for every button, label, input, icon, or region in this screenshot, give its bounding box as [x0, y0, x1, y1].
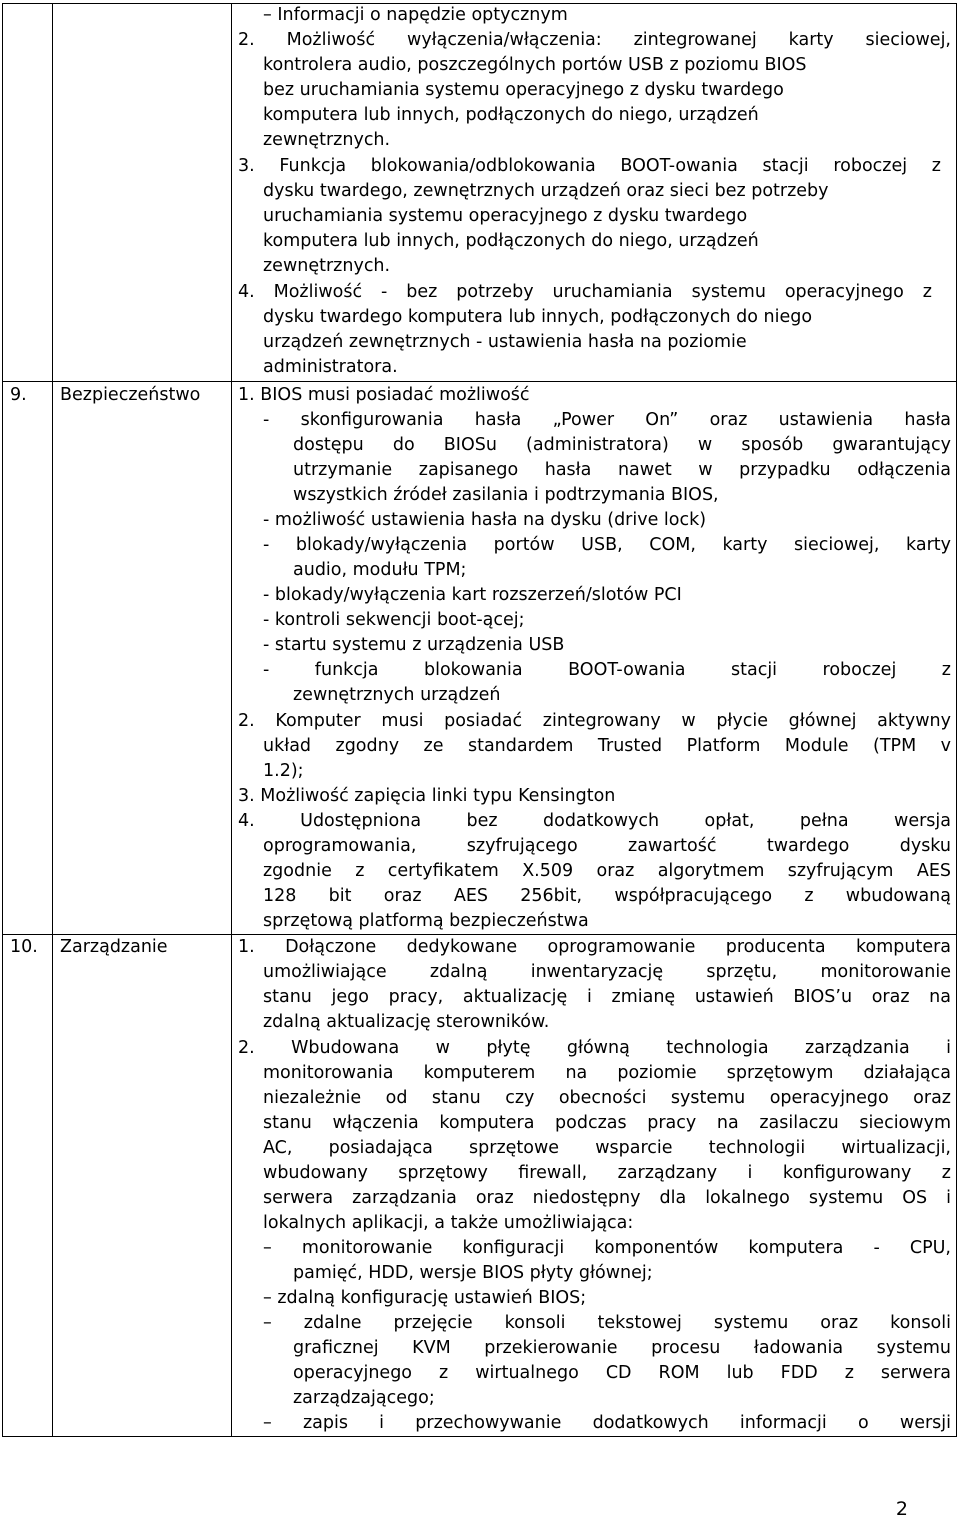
- content-line: - blokady/wyłączenia portów USB, COM, karty sieciowej, karty: [263, 535, 951, 555]
- content-line: wbudowany sprzętowy firewall, zarządzany i konfigurowany z: [263, 1163, 951, 1183]
- content-line: utrzymanie zapisanego hasła nawet w przypadku odłączenia: [293, 460, 951, 480]
- content-line: – monitorowanie konfiguracji komponentów komputera - CPU,: [263, 1238, 951, 1258]
- content-line: – zapis i przechowywanie dodatkowych informacji o wersji: [263, 1413, 951, 1433]
- content-line: dostępu do BIOSu (administratora) w sposób gwarantujący: [293, 435, 951, 455]
- content-line: 2. Komputer musi posiadać zintegrowany w płycie głównej aktywny: [238, 711, 951, 731]
- content-line: umożliwiające zdalną inwentaryzację sprzętu, monitorowanie: [263, 962, 951, 982]
- content-line: zgodnie z certyfikatem X.509 oraz algorytmem szyfrującym AES: [263, 861, 951, 881]
- table-right-border: [956, 3, 957, 1437]
- content-line: pamięć, HDD, wersje BIOS płyty głównej;: [293, 1263, 653, 1283]
- column-divider-category: [231, 3, 232, 1437]
- row-number: 9.: [10, 385, 27, 405]
- content-line: zewnętrznych.: [263, 256, 391, 276]
- content-line: kontrolera audio, poszczególnych portów USB z poziomu BIOS: [263, 55, 807, 75]
- content-line: komputera lub innych, podłączonych do niego, urządzeń: [263, 105, 759, 125]
- content-line: monitorowania komputerem na poziomie sprzętowym działająca: [263, 1063, 951, 1083]
- content-line: niezależnie od stanu czy obecności systemu operacyjnego oraz: [263, 1088, 951, 1108]
- content-line: 1.2);: [263, 761, 304, 781]
- content-line: wszystkich źródeł zasilania i podtrzymania BIOS,: [293, 485, 719, 505]
- content-line: - skonfigurowania hasła „Power On” oraz ustawienia hasła: [263, 410, 951, 430]
- content-line: AC, posiadająca sprzętowe wsparcie technologii wirtualizacji,: [263, 1138, 951, 1158]
- row-category: Zarządzanie: [60, 937, 168, 957]
- content-line: zewnętrznych.: [263, 130, 391, 150]
- content-line: stanu jego pracy, aktualizację i zmianę ustawień BIOS’u oraz na: [263, 987, 951, 1007]
- content-line: 3. Możliwość zapięcia linki typu Kensington: [238, 786, 616, 806]
- content-line: bez uruchamiania systemu operacyjnego z dysku twardego: [263, 80, 784, 100]
- content-line: 3. Funkcja blokowania/odblokowania BOOT-owania stacji roboczej z: [238, 156, 941, 176]
- content-line: układ zgodny ze standardem Trusted Platform Module (TPM v: [263, 736, 951, 756]
- content-line: administratora.: [263, 357, 398, 377]
- content-line: zewnętrznych urządzeń: [293, 685, 501, 705]
- content-line: operacyjnego z wirtualnego CD ROM lub FDD z serwera: [293, 1363, 951, 1383]
- content-line: - możliwość ustawienia hasła na dysku (drive lock): [263, 510, 707, 530]
- content-line: - funkcja blokowania BOOT-owania stacji roboczej z: [263, 660, 951, 680]
- content-line: lokalnych aplikacji, a także umożliwiająca:: [263, 1213, 634, 1233]
- content-line: dysku twardego, zewnętrznych urządzeń oraz sieci bez potrzeby: [263, 181, 829, 201]
- content-line: – zdalną konfigurację ustawień BIOS;: [263, 1288, 587, 1308]
- content-line: 1. Dołączone dedykowane oprogramowanie producenta komputera: [238, 937, 951, 957]
- content-line: komputera lub innych, podłączonych do niego, urządzeń: [263, 231, 759, 251]
- content-line: – zdalne przejęcie konsoli tekstowej systemu oraz konsoli: [263, 1313, 951, 1333]
- table-left-border: [2, 3, 3, 1437]
- page-number: 2: [895, 1498, 908, 1520]
- content-line: 1. BIOS musi posiadać możliwość: [238, 385, 530, 405]
- row-category: Bezpieczeństwo: [60, 385, 201, 405]
- content-line: - startu systemu z urządzenia USB: [263, 635, 565, 655]
- content-line: oprogramowania, szyfrującego zawartość twardego dysku: [263, 836, 951, 856]
- row-divider-9: [2, 381, 957, 382]
- row-number: 10.: [10, 937, 38, 957]
- content-line: graficznej KVM przekierowanie procesu ładowania systemu: [293, 1338, 951, 1358]
- column-divider-no: [52, 3, 53, 1437]
- content-line: sprzętową platformą bezpieczeństwa: [263, 911, 589, 931]
- content-line: 2. Wbudowana w płytę główną technologia zarządzania i: [238, 1038, 951, 1058]
- content-line: 128 bit oraz AES 256bit, współpracującego z wbudowaną: [263, 886, 951, 906]
- content-line: serwera zarządzania oraz niedostępny dla lokalnego systemu OS i: [263, 1188, 951, 1208]
- content-line: 2. Możliwość wyłączenia/włączenia: zintegrowanej karty sieciowej,: [238, 30, 951, 50]
- table-bottom-border: [2, 1436, 957, 1437]
- content-line: uruchamiania systemu operacyjnego z dysku twardego: [263, 206, 748, 226]
- content-line: 4. Możliwość - bez potrzeby uruchamiania systemu operacyjnego z: [238, 282, 932, 302]
- content-line: - blokady/wyłączenia kart rozszerzeń/slotów PCI: [263, 585, 682, 605]
- content-line: – Informacji o napędzie optycznym: [263, 5, 568, 25]
- content-line: zarządzającego;: [293, 1388, 435, 1408]
- content-line: urządzeń zewnętrznych - ustawienia hasła na poziomie: [263, 332, 747, 352]
- content-line: dysku twardego komputera lub innych, podłączonych do niego: [263, 307, 813, 327]
- content-line: audio, modułu TPM;: [293, 560, 467, 580]
- content-line: stanu włączenia komputera podczas pracy na zasilaczu sieciowym: [263, 1113, 951, 1133]
- content-line: - kontroli sekwencji boot-ącej;: [263, 610, 525, 630]
- content-line: zdalną aktualizację sterowników.: [263, 1012, 550, 1032]
- content-line: 4. Udostępniona bez dodatkowych opłat, pełna wersja: [238, 811, 951, 831]
